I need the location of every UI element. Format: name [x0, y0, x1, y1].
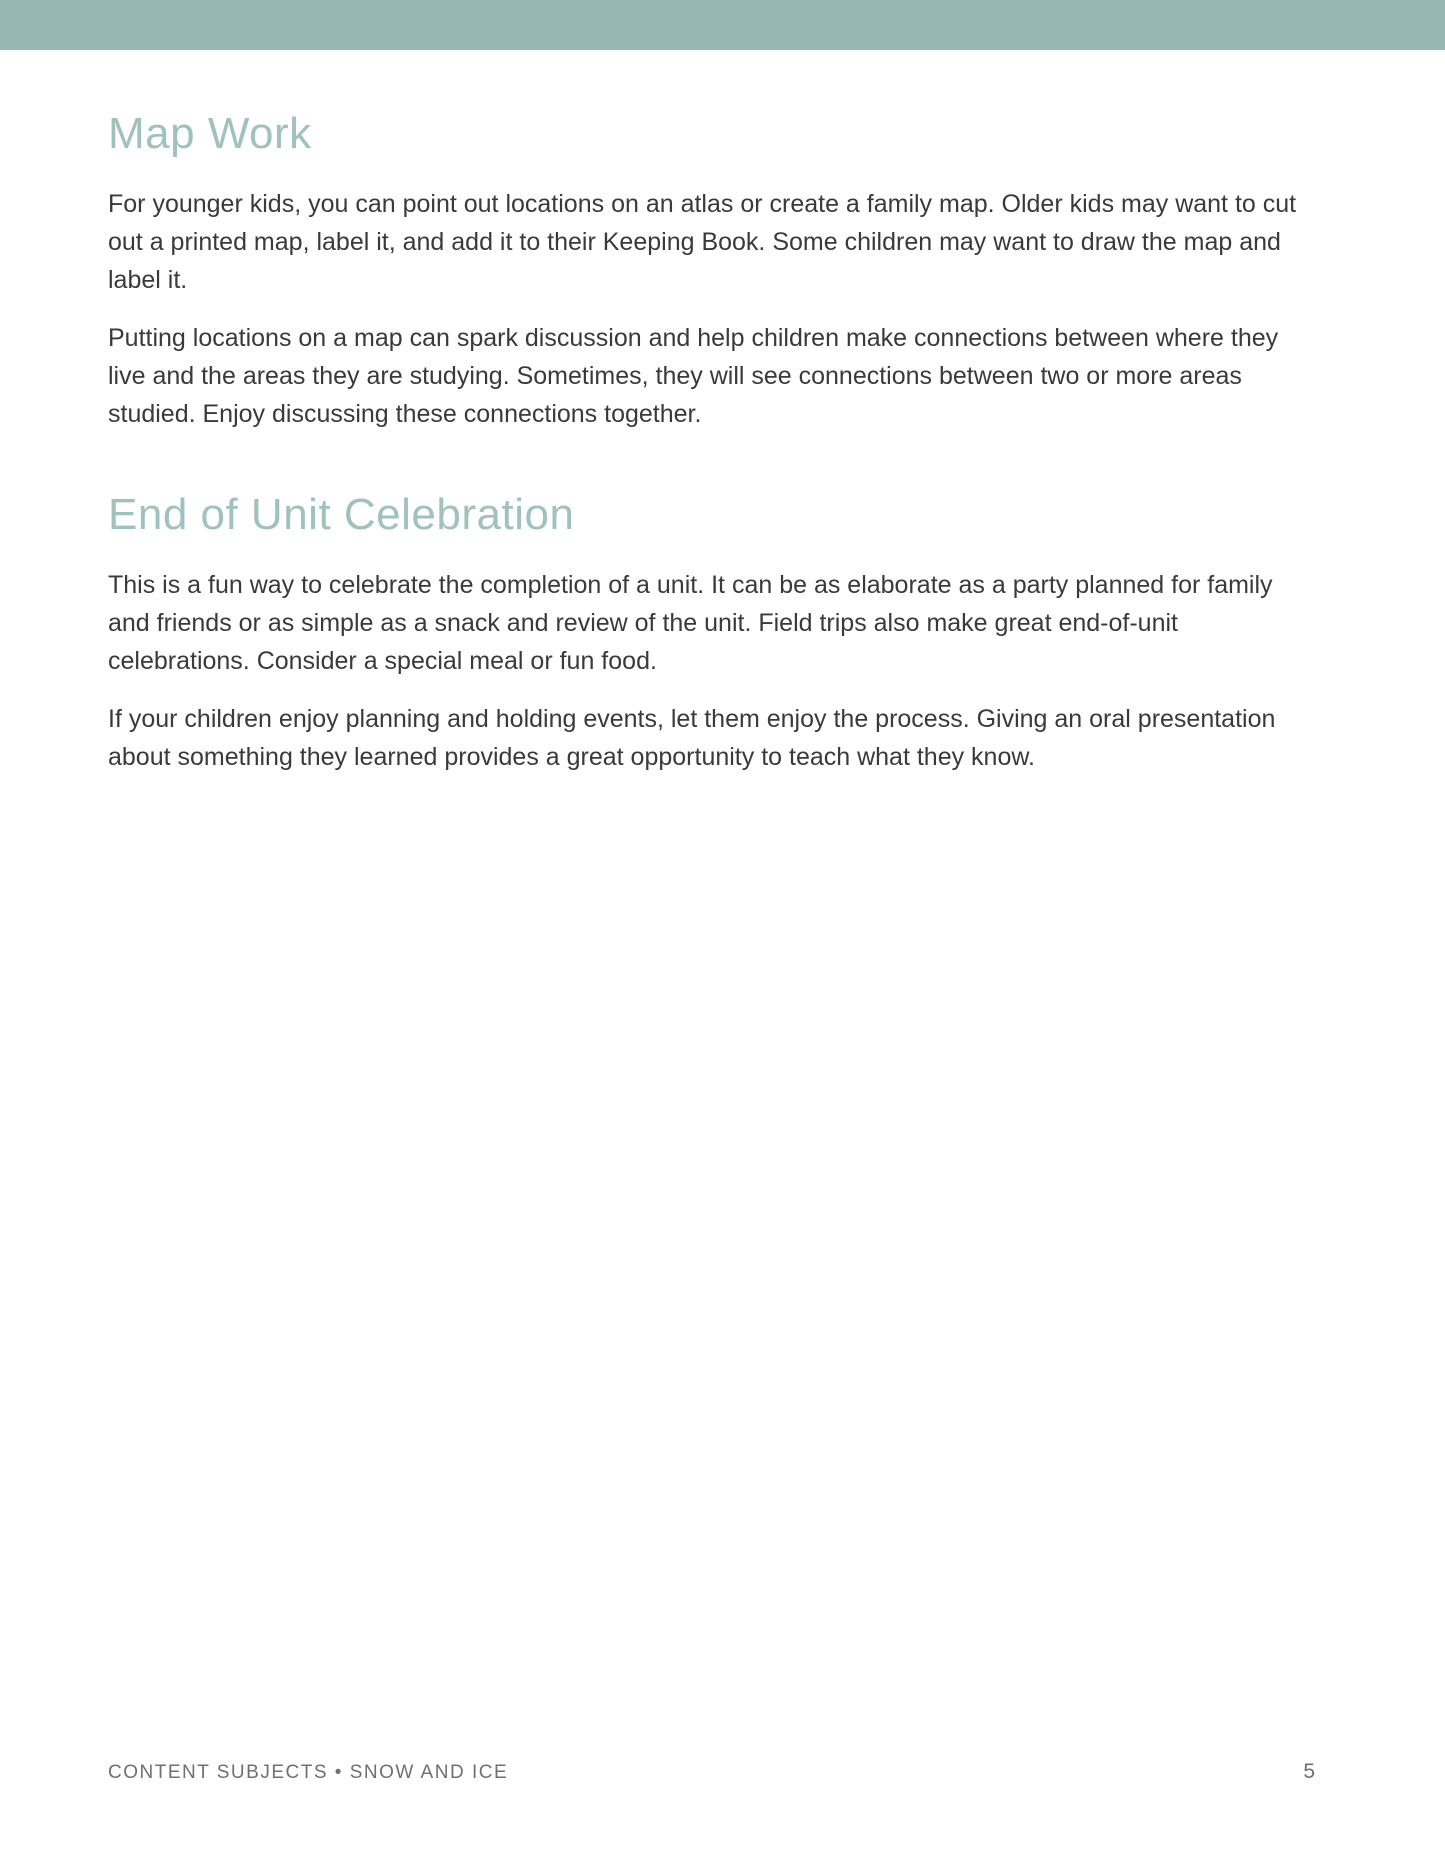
- paragraph-map-work-1: For younger kids, you can point out locations on an atlas or create a family map. Older kids may want to cut out a printed map, label it, and add it to their Keeping Book. Some children may want to draw the map and label it.: [108, 189, 1297, 294]
- paragraph-celebration-2: If your children enjoy planning and holding events, let them enjoy the process. Giving an oral presentation about something they learned provides a great opportunity to teach what they know.: [108, 704, 1276, 771]
- paragraph-map-work-2: Putting locations on a map can spark discussion and help children make connections between where they live and the areas they are studying. Sometimes, they will see connections between two or more areas studied. Enjoy discussing these connections together.: [108, 323, 1279, 428]
- footer-page-number: 5: [1303, 1760, 1315, 1783]
- section-heading-end-of-unit-celebration: End of Unit Celebration: [108, 489, 575, 539]
- header-color-bar: [0, 0, 1445, 50]
- page-content: [108, 50, 1320, 796]
- paragraph-celebration-1: This is a fun way to celebrate the completion of a unit. It can be as elaborate as a party planned for family and friends or as simple as a snack and review of the unit. Field trips also make great end-of-unit celebrations. Consider a special meal or fun food.: [108, 570, 1273, 675]
- section-heading-map-work: Map Work: [108, 109, 312, 158]
- page-footer: [108, 1760, 1315, 1784]
- footer-running-title: CONTENT SUBJECTS • SNOW AND ICE: [108, 1762, 509, 1783]
